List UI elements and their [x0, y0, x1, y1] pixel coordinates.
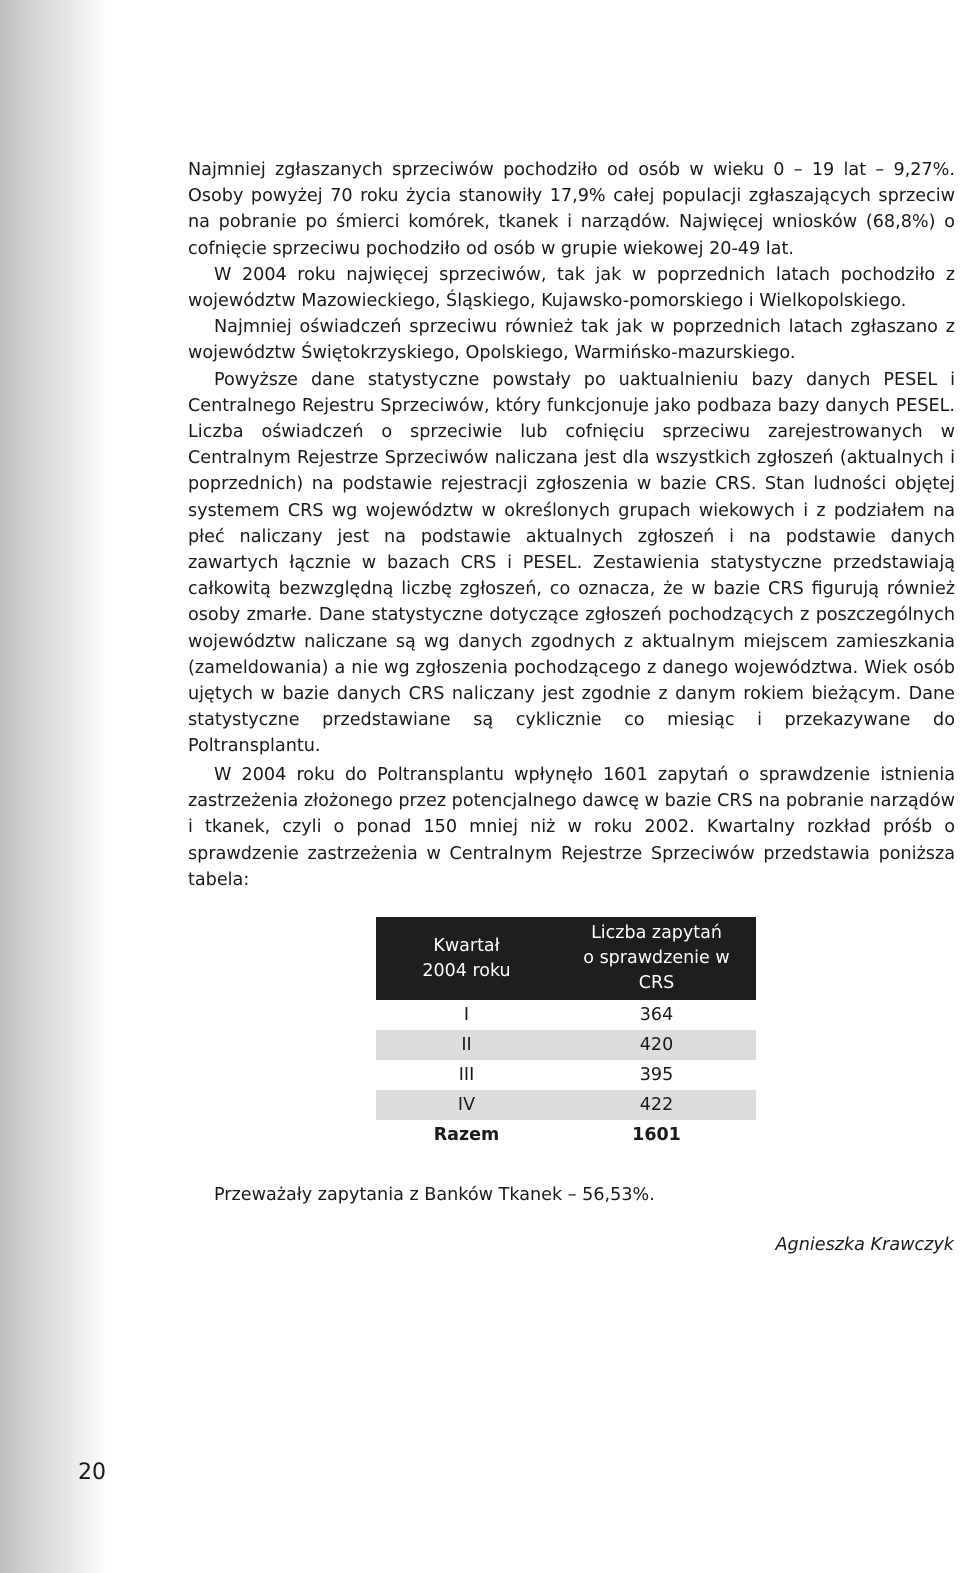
- count-cell: 422: [557, 1090, 756, 1120]
- header-count-line2: o sprawdzenie w CRS: [583, 948, 730, 993]
- header-quarter: [376, 917, 557, 1000]
- paragraph-age-statistics: Najmniej zgłaszanych sprzeciwów pochodziło od osób w wieku 0 – 19 lat – 9,27%. Osoby powyżej 70 roku życia stanowiły 17,9% całej populacji zgłaszających sprzeciw na pobranie po śmierci komórek, tkanek i narządów. Najwięcej wniosków (68,8%) o cofnięcie sprzeciwu pochodziło od osób w grupie wiekowej 20-49 lat.: [188, 160, 955, 259]
- page-number: 20: [78, 1460, 106, 1485]
- paragraph-most-objections-regions: W 2004 roku najwięcej sprzeciwów, tak jak w poprzednich latach pochodziło z województw Mazowieckiego, Śląskiego, Kujawsko-pomorskiego i Wielkopolskiego.: [188, 264, 955, 312]
- table-row: [376, 1030, 756, 1060]
- page-margin-strip: [0, 0, 105, 1573]
- table-row: [376, 1090, 756, 1120]
- table-header-row: [376, 917, 756, 1000]
- paragraph-data-methodology: Powyższe dane statystyczne powstały po uaktualnieniu bazy danych PESEL i Centralnego Rejestru Sprzeciwów, który funkcjonuje jako podbaza bazy danych PESEL. Liczba oświadczeń o sprzeciwie lub cofnięciu sprzeciwu zarejestrowanych w Centralnym Rejestrze Sprzeciwów naliczana jest dla wszystkich zgłoszeń (aktualnych i poprzednich) na podstawie rejestracji zgłoszenia w bazie CRS. Stan ludności objętej systemem CRS wg województw w określonych grupach wiekowych i z podziałem na płeć naliczany jest na podstawie aktualnych zgłoszeń i na podstawie danych zawartych łącznie w bazach CRS i PESEL. Zestawienia statystyczne przedstawiają całkowitą bezwzględną liczbę zgłoszeń, co oznacza, że w bazie CRS figurują również osoby zmarłe. Dane statystyczne dotyczące zgłoszeń pochodzących z poszczególnych województw naliczane są wg danych zgodnych z aktualnym miejscem zamieszkania (zameldowania) a nie wg zgłoszenia pochodzącego z danego województwa. Wiek osób ujętych w bazie danych CRS naliczany jest zgodnie z danym rokiem bieżącym. Dane statystyczne przedstawiane są cyklicznie co miesiąc i przekazywane do Poltransplantu.: [188, 369, 955, 757]
- quarter-cell: I: [463, 1005, 470, 1025]
- count-cell: 420: [557, 1030, 756, 1060]
- author-signature: Agnieszka Krawczyk: [775, 1235, 954, 1255]
- quarter-cell: II: [376, 1030, 557, 1060]
- header-query-count: [557, 917, 756, 1000]
- total-label-cell: Razem: [433, 1125, 500, 1145]
- body-text-section-2: [188, 762, 955, 893]
- count-cell: 364: [639, 1005, 674, 1025]
- quarter-cell: IV: [376, 1090, 557, 1120]
- header-quarter-line1: Kwartał: [433, 935, 500, 956]
- total-count-cell: 1601: [632, 1125, 681, 1145]
- header-count-line1: Liczba zapytań: [591, 923, 722, 943]
- quarterly-queries-table: [376, 917, 756, 1150]
- tissue-bank-share-note: Przeważały zapytania z Banków Tkanek – 56,53%.: [214, 1185, 655, 1205]
- table-row: [376, 1060, 756, 1090]
- table-total-row: [376, 1120, 756, 1150]
- table-row: [376, 1000, 756, 1030]
- body-text-section-1: [188, 157, 955, 760]
- paragraph-least-objections-regions: Najmniej oświadczeń sprzeciwu również tak jak w poprzednich latach zgłaszano z województw Świętokrzyskiego, Opolskiego, Warmińsko-mazurskiego.: [188, 317, 955, 364]
- count-cell: 395: [639, 1065, 674, 1085]
- quarter-cell: III: [458, 1065, 475, 1085]
- header-quarter-line2: 2004 roku: [422, 960, 511, 981]
- paragraph-queries-2004: W 2004 roku do Poltransplantu wpłynęło 1601 zapytań o sprawdzenie istnienia zastrzeżenia złożonego przez potencjalnego dawcę w bazie CRS na pobranie narządów i tkanek, czyli o ponad 150 mniej niż w roku 2002. Kwartalny rozkład próśb o sprawdzenie zastrzeżenia w Centralnym Rejestrze Sprzeciwów przedstawia poniższa tabela:: [188, 765, 955, 890]
